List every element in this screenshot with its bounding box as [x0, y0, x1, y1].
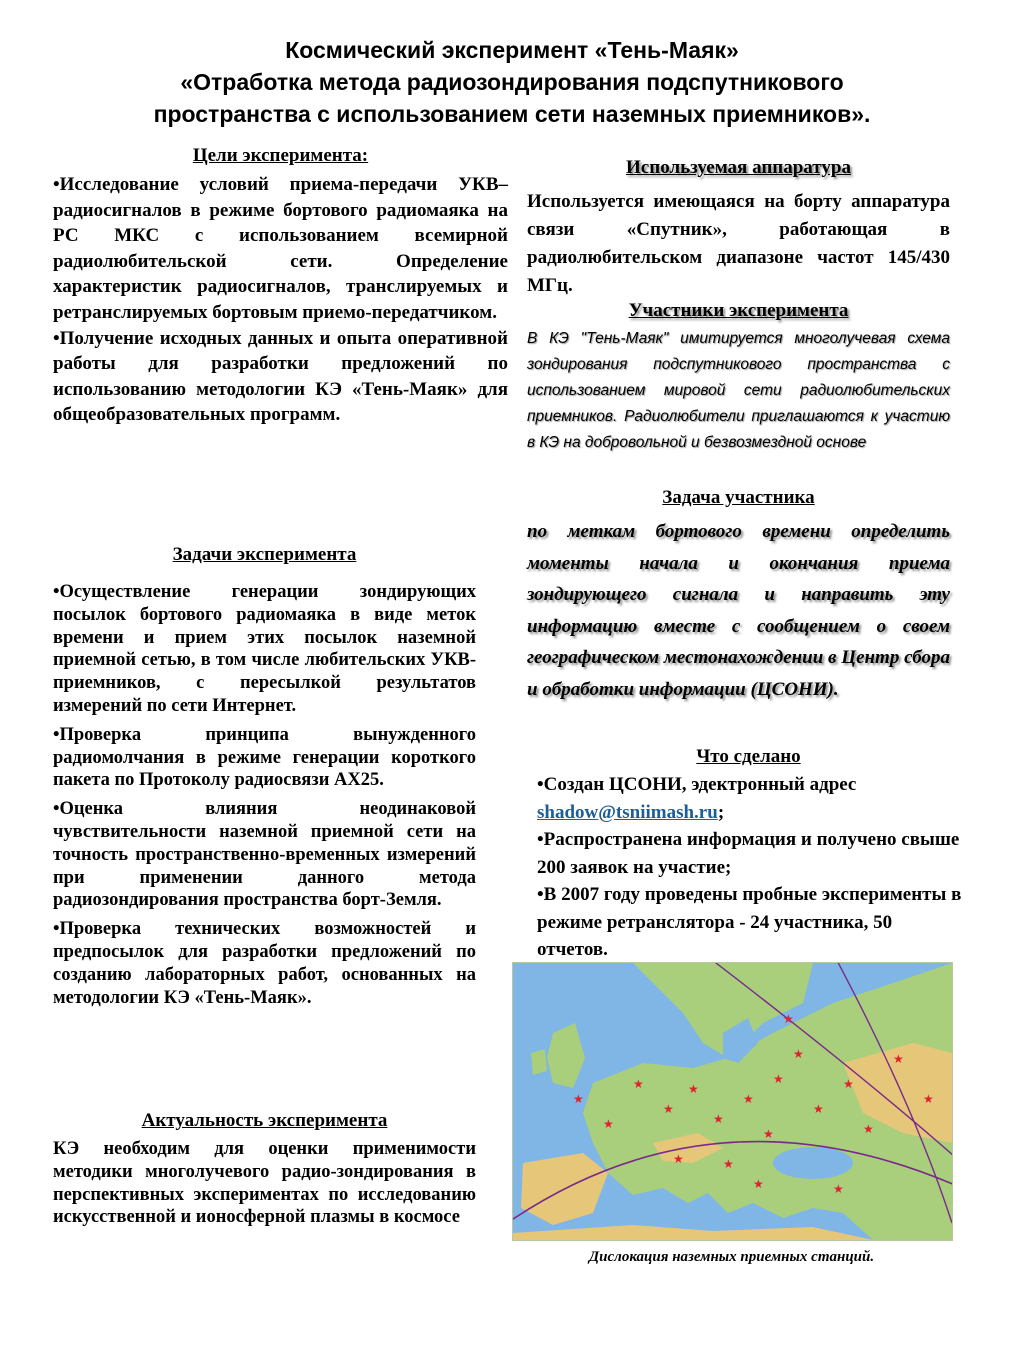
done-section	[537, 771, 962, 964]
station-marker: ★	[688, 1082, 699, 1096]
relevance-text: КЭ необходим для оценки применимости методики многолучевого радио-зондирования в перспективных экспериментах по исследованию искусственной и ионосферной плазмы в космосе	[53, 1139, 476, 1228]
title-line-2: «Отработка метода радиозондирования подспутникового	[180, 69, 844, 95]
map-black-sea	[773, 1147, 853, 1179]
map-caption: Дислокация наземных приемных станций.	[588, 1249, 875, 1265]
page-title	[40, 34, 984, 130]
goals-section	[53, 172, 508, 428]
station-marker: ★	[753, 1177, 764, 1191]
equipment-heading: Используемая аппаратура	[626, 157, 851, 178]
station-marker: ★	[763, 1127, 774, 1141]
task-item-4: •Проверка технических возможностей и предпосылок для разработки предложений по созданию лабораторных работ, основанных на методологии КЭ «Тень-Маяк».	[53, 919, 476, 1008]
station-marker: ★	[843, 1077, 854, 1091]
station-map	[512, 962, 953, 1241]
station-marker: ★	[923, 1092, 934, 1106]
station-marker: ★	[713, 1112, 724, 1126]
task-item-2: •Проверка принципа вынужденного радиомолчания в режиме генерации короткого пакета по Протоколу радиосвязи АХ25.	[53, 724, 476, 791]
station-marker: ★	[663, 1102, 674, 1116]
goals-heading: Цели эксперимента:	[192, 145, 369, 166]
participants-text: В КЭ "Тень-Маяк" имитируется многолучевая схема зондирования подспутникового пространства с использованием мировой сети радиолюбительских приемников. Радиолюбители приглашаются к участию в КЭ на добровольной и безвозмездной основе	[527, 330, 950, 451]
task-item-1: •Осуществление генерации зондирующих посылок бортового радиомаяка в виде меток времени и прием этих посылок наземной приемной сетью, в том числе любительских УКВ-приемников, с пересылкой результатов измерений по сети Интернет.	[53, 582, 476, 716]
station-marker: ★	[783, 1012, 794, 1026]
done-heading: Что сделано	[696, 746, 801, 767]
equipment-text: Используется имеющаяся на борту аппаратура связи «Спутник», работающая в радиолюбительском диапазоне частот 145/430 МГц.	[527, 191, 950, 296]
station-marker: ★	[633, 1077, 644, 1091]
email-link[interactable]: shadow@tsniimash.ru	[537, 801, 718, 823]
goal-item-2: •Получение исходных данных и опыта оперативной работы для разработки предложений по использованию методологии КЭ «Тень-Маяк» для общеобразовательных программ.	[53, 327, 508, 426]
station-marker: ★	[603, 1117, 614, 1131]
station-marker: ★	[773, 1072, 784, 1086]
station-marker: ★	[813, 1102, 824, 1116]
station-marker: ★	[743, 1092, 754, 1106]
station-marker: ★	[833, 1182, 844, 1196]
map-land-ireland	[531, 1049, 547, 1075]
station-marker: ★	[723, 1157, 734, 1171]
title-line-1: Космический эксперимент «Тень-Маяк»	[285, 37, 739, 63]
station-marker: ★	[573, 1092, 584, 1106]
done-item-1	[537, 771, 962, 826]
map-illustration	[513, 963, 952, 1240]
goal-item-1: •Исследование условий приема-передачи УКВ–радиосигналов в режиме бортового радиомаяка на РС МКС с использованием всемирной радиолюбительской сети. Определение характеристик радиосигналов, транслируемых и ретранслируемых бортовым приемо-передатчиком.	[53, 174, 508, 323]
participant-task-text: по меткам бортового времени определить моменты начала и окончания приема зондирующего сигнала и направить эту информацию вместе с сообщением о своем географическом местонахождении в Центр сбора и обработки информации (ЦСОНИ).	[527, 521, 951, 700]
participant-task-heading: Задача участника	[662, 487, 815, 508]
station-marker: ★	[893, 1052, 904, 1066]
done-item-1-text: •Создан ЦСОНИ, эдектронный адрес	[537, 774, 857, 795]
station-marker: ★	[793, 1047, 804, 1061]
done-item-1-suffix: ;	[717, 801, 725, 823]
tasks-heading: Задачи эксперимента	[172, 544, 357, 565]
done-item-2: •Распространена информация и получено свыше 200 заявок на участие;	[537, 829, 960, 878]
station-marker: ★	[673, 1152, 684, 1166]
task-item-3: •Оценка влияния неодинаковой чувствительности наземной приемной сети на точность пространственно-временных измерений при применении данного метода радиозондирования пространства борт-Земля.	[53, 799, 476, 911]
station-marker: ★	[863, 1122, 874, 1136]
title-line-3: пространства с использованием сети наземных приемников».	[153, 101, 871, 127]
tasks-section	[53, 581, 476, 1015]
done-item-3: •В 2007 году проведены пробные эксперименты в режиме ретранслятора - 24 участника, 50 отчетов.	[537, 884, 962, 960]
participants-heading: Участники эксперимента	[628, 300, 849, 321]
relevance-heading: Актуальность эксперимента	[141, 1110, 388, 1131]
